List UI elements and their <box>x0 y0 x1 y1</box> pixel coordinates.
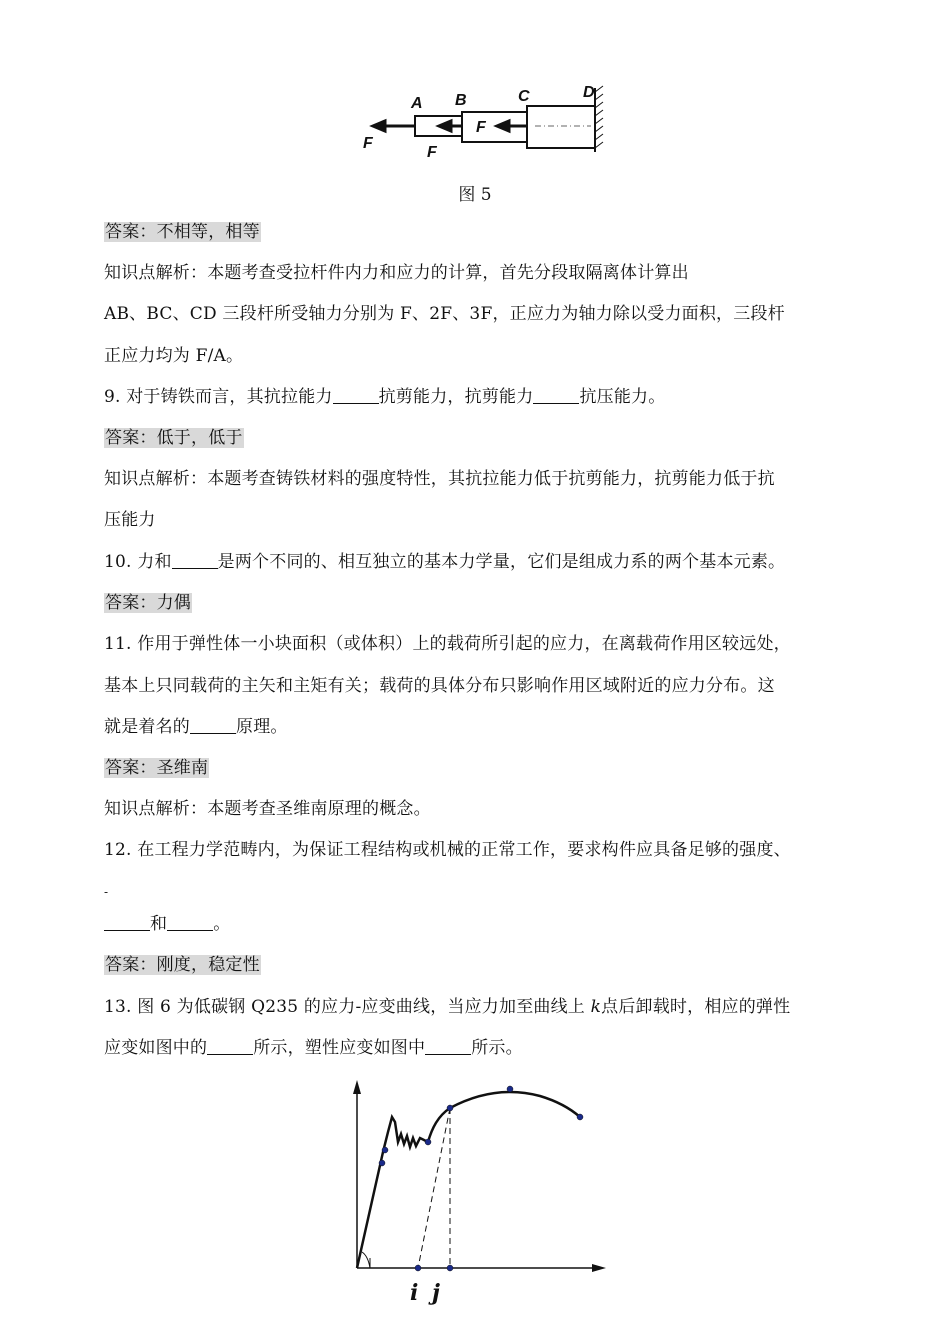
label-F-mid: F <box>427 144 437 160</box>
q12-part-2: 。 <box>213 914 231 934</box>
q11-blank <box>190 717 236 734</box>
label-A: A <box>411 95 423 112</box>
q13-part-2: 点后卸载时，相应的弹性 <box>601 997 791 1017</box>
q11-question-line-1: 11. 作用于弹性体一小块面积（或体积）上的载荷所引起的应力，在离载荷作用区较远处， <box>104 634 791 654</box>
q9-part-2: 抗剪能力，抗剪能力 <box>378 387 534 407</box>
q10-part-1: 10. 力和 <box>104 552 172 572</box>
q13-part-3: 应变如图中的 <box>104 1038 208 1058</box>
q11-part-2: 原理。 <box>236 717 288 737</box>
q11-answer-line <box>104 756 864 780</box>
label-j: j <box>432 1280 440 1306</box>
q12-blank-2 <box>167 914 213 931</box>
q11-answer: 答案：圣维南 <box>105 758 209 778</box>
q12-question-line-2 <box>104 912 864 936</box>
q13-part-4: 所示，塑性应变如图中 <box>253 1038 426 1058</box>
q13-part-1: 13. 图 6 为低碳钢 Q235 的应力-应变曲线，当应力加至曲线上 <box>104 997 591 1017</box>
q10-answer: 答案：力偶 <box>105 593 191 613</box>
q10-part-2: 是两个不同的、相互独立的基本力学量，它们是组成力系的两个基本元素。 <box>217 552 786 572</box>
q9-part-3: 抗压能力。 <box>579 387 666 407</box>
q10-answer-line <box>104 591 864 615</box>
q8-answer-line <box>104 220 864 244</box>
q11-question-line-2: 基本上只同载荷的主矢和主矩有关；载荷的具体分布只影响作用区域附近的应力分布。这 <box>104 676 775 696</box>
label-C: C <box>518 88 530 105</box>
q8-analysis-line-2: AB、BC、CD 三段杆所受轴力分别为 F、2F、3F，正应力为轴力除以受力面积，三段杆 <box>104 304 785 324</box>
label-F-inner: F <box>476 119 486 136</box>
q12-stray-mark: - <box>104 885 109 899</box>
q9-blank-2 <box>533 387 579 404</box>
label-i: i <box>410 1280 419 1306</box>
q11-question-line-3 <box>104 715 864 739</box>
q13-blank-1 <box>207 1038 253 1055</box>
q12-answer-line <box>104 953 864 977</box>
q12-blank-1 <box>104 914 150 931</box>
q12-answer: 答案：刚度，稳定性 <box>105 955 260 975</box>
q9-answer: 答案：低于，低于 <box>105 428 243 448</box>
q10-question <box>104 550 864 574</box>
q12-part-1: 和 <box>150 914 168 934</box>
q11-analysis: 知识点解析：本题考查圣维南原理的概念。 <box>104 799 431 819</box>
label-F-left: F <box>363 135 373 152</box>
q10-blank <box>172 552 218 569</box>
q9-question <box>104 385 864 409</box>
label-B: B <box>455 92 467 109</box>
q8-analysis-line-1: 知识点解析：本题考查受拉杆件内力和应力的计算，首先分段取隔离体计算出 <box>104 263 689 283</box>
q9-part-1: 9. 对于铸铁而言，其抗拉能力 <box>104 387 333 407</box>
figure-5-stepped-bar <box>355 80 615 160</box>
q13-k: k <box>590 997 602 1017</box>
q9-analysis-line-1: 知识点解析：本题考查铸铁材料的强度特性，其抗拉能力低于抗剪能力，抗剪能力低于抗 <box>104 469 775 489</box>
q9-blank-1 <box>333 387 379 404</box>
q13-question-line-2 <box>104 1036 864 1060</box>
q8-answer: 答案：不相等，相等 <box>105 222 260 242</box>
label-D: D <box>583 84 595 101</box>
q9-answer-line <box>104 426 864 450</box>
figure-6-stress-strain-curve <box>340 1072 620 1312</box>
q12-question-line-1: 12. 在工程力学范畴内，为保证工程结构或机械的正常工作，要求构件应具备足够的强度、 <box>104 840 791 860</box>
q8-analysis-line-3: 正应力均为 F/A。 <box>104 346 244 366</box>
figure-5-caption: 图 5 <box>458 185 492 205</box>
q13-part-5: 所示。 <box>471 1038 523 1058</box>
q9-analysis-line-2: 压能力 <box>104 510 156 530</box>
q13-question-line-1 <box>104 995 864 1019</box>
q11-part-1: 就是着名的 <box>104 717 190 737</box>
q13-blank-2 <box>425 1038 471 1055</box>
